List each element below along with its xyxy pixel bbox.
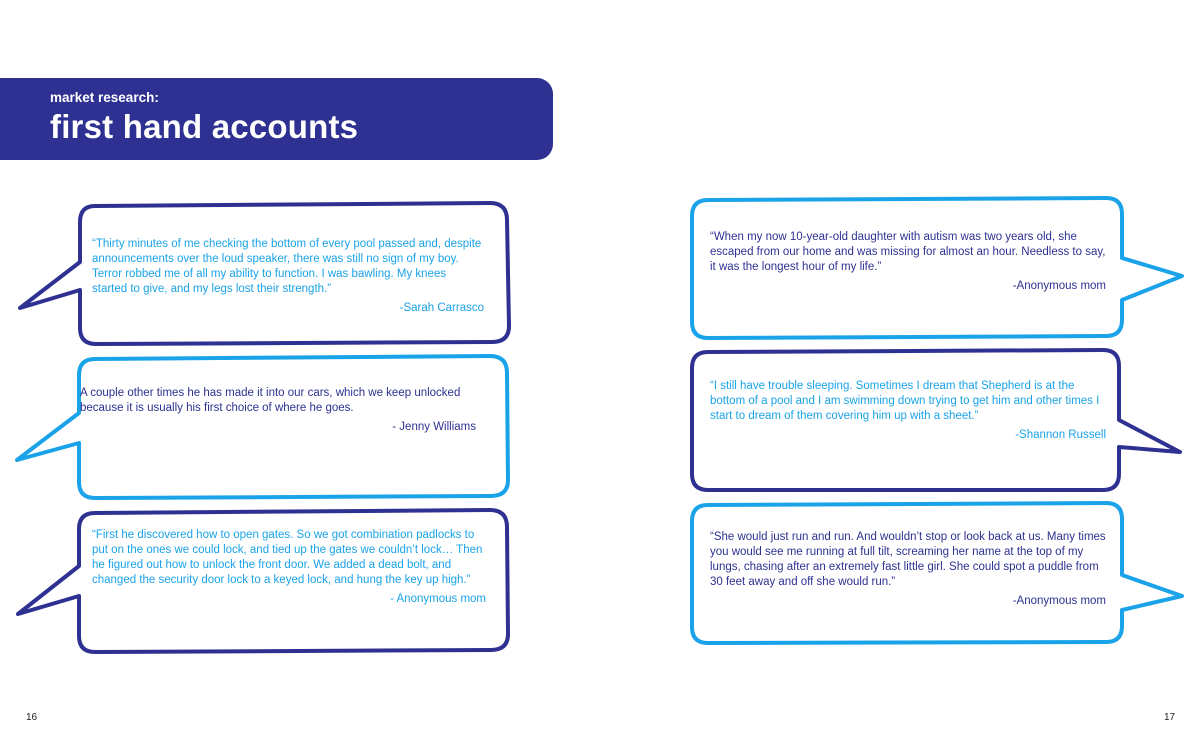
- page-title: first hand accounts: [50, 108, 359, 145]
- quote-sarah-carrasco: [92, 237, 484, 316]
- quote-attribution: -Shannon Russell: [1015, 429, 1106, 441]
- quote-shannon-russell: [710, 379, 1106, 443]
- section-kicker: market research:: [50, 90, 159, 105]
- quote-text: “Thirty minutes of me checking the bottom of every pool passed and, despite announcements over the loud speaker, there was still no sign of my boy. Terror robbed me of all my ability to function. I was bawling. My knees started to give, and my legs lost their strength.”: [92, 238, 482, 295]
- page-number-left: 16: [26, 712, 38, 723]
- quote-anonymous-mom-run: [710, 530, 1106, 609]
- quote-text: “I still have trouble sleeping. Sometimes I dream that Shepherd is at the bottom of a pool and I am swimming down trying to get him and other times I start to dream of them covering him up with a sheet.”: [710, 380, 1100, 422]
- page-number-right: 17: [1164, 712, 1176, 723]
- quote-text: “First he discovered how to open gates. So we got combination padlocks to put on the ones we could lock, and tied up the gates we couldn’t lock… Then he figured out how to unlock the front door. We added a dead bolt, and changed the security door lock to a keyed lock, and hung the key up high.”: [92, 529, 483, 586]
- quote-attribution: - Jenny Williams: [392, 421, 476, 433]
- quote-attribution: -Anonymous mom: [1012, 595, 1106, 607]
- quote-text: “She would just run and run. And wouldn’t stop or look back at us. Many times you would see me running at full tilt, screaming her name at the top of my lungs, chasing after an extremely fast little girl. She could spot a puddle from 30 feet away and off she would run.”: [710, 531, 1106, 588]
- quote-text: A couple other times he has made it into our cars, which we keep unlocked because it is usually his first choice of where he goes.: [80, 387, 461, 414]
- quote-jenny-williams: [80, 386, 476, 435]
- quote-anonymous-mom-hour: [710, 230, 1106, 294]
- quote-attribution: -Anonymous mom: [1012, 280, 1106, 292]
- quote-text: “When my now 10-year-old daughter with autism was two years old, she escaped from our home and was missing for almost an hour. Needless to say, it was the longest hour of my life.”: [710, 231, 1106, 273]
- quote-anonymous-mom-gates: [92, 528, 486, 607]
- quote-attribution: - Anonymous mom: [390, 593, 486, 605]
- quote-attribution: -Sarah Carrasco: [399, 302, 484, 314]
